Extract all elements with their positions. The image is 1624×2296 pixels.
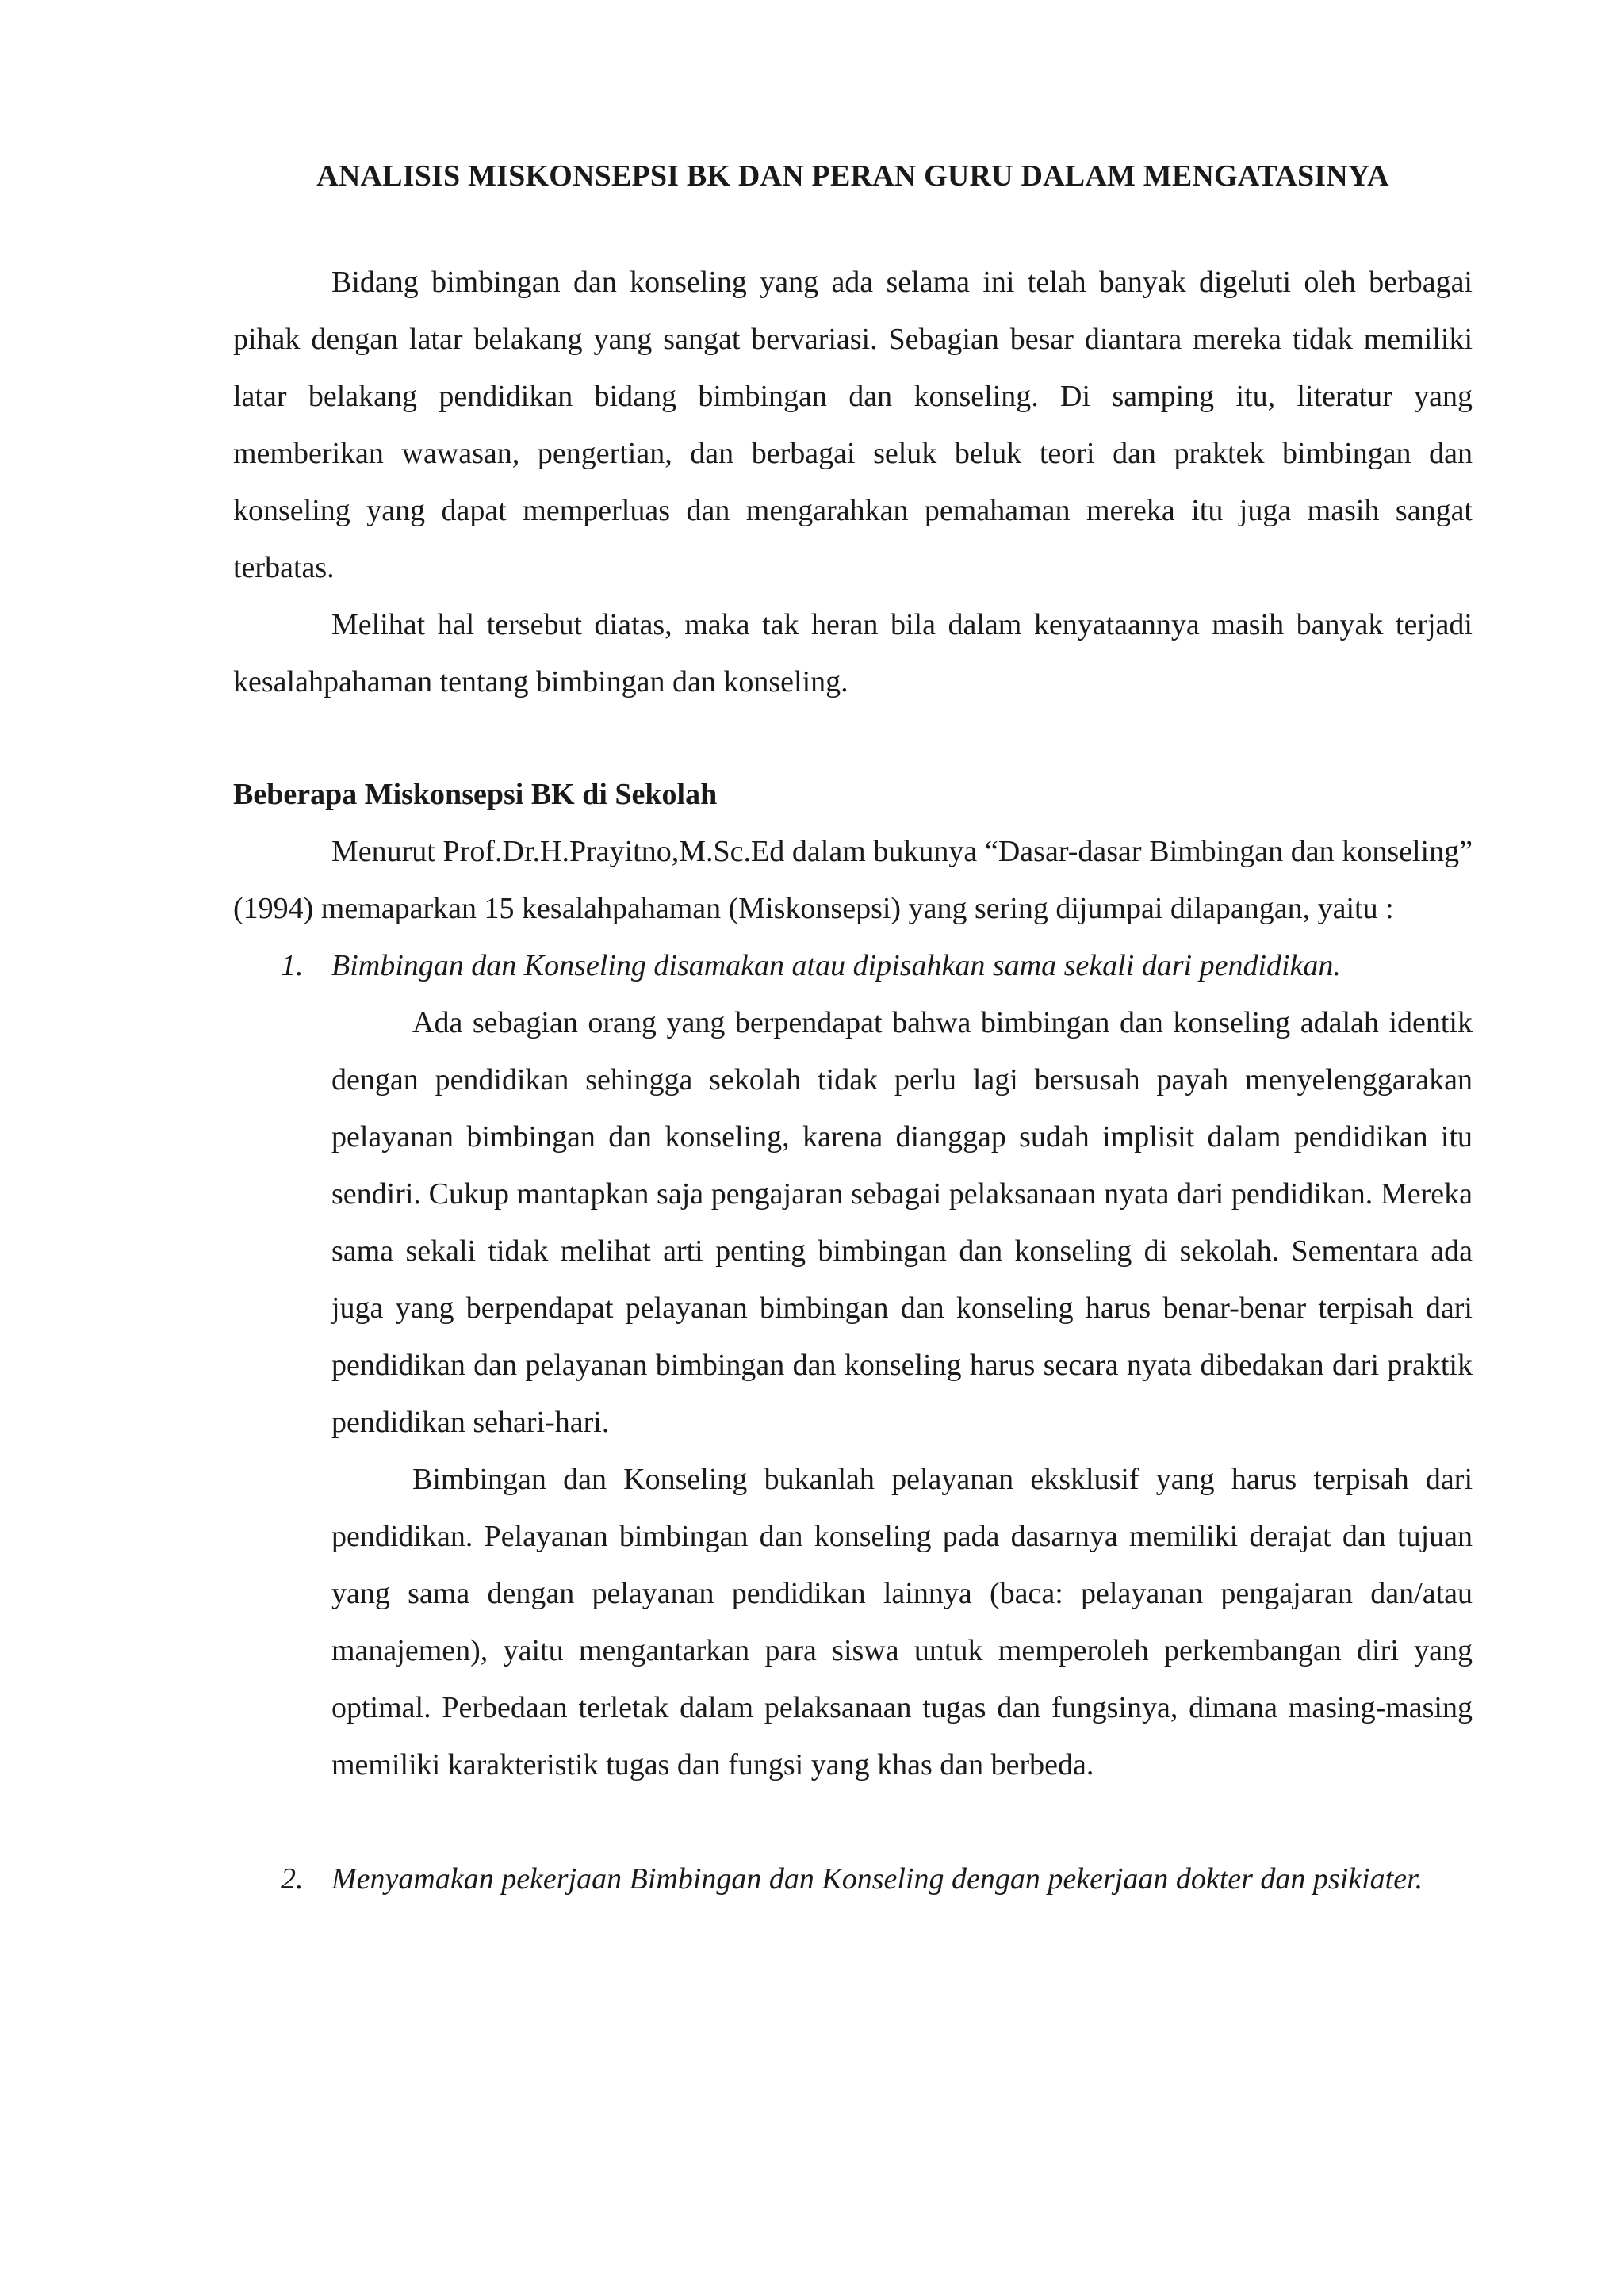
document-content bbox=[233, 155, 1473, 1908]
document-title: ANALISIS MISKONSEPSI BK DAN PERAN GURU DALAM MENGATASINYA bbox=[316, 159, 1389, 193]
section-heading: Beberapa Miskonsepsi BK di Sekolah bbox=[233, 778, 718, 811]
misconception-list bbox=[233, 937, 1473, 1908]
list-item-paragraph: Ada sebagian orang yang berpendapat bahwa bimbingan dan konseling adalah identik dengan pendidikan sehingga sekolah tidak perlu lagi bersusah payah menyelenggarakan pelayanan bimbingan dan konseling, karena dianggap sudah implisit dalam pendidikan itu sendiri. Cukup mantapkan saja pengajaran sebagai pelaksanaan nyata dari pendidikan. Mereka sama sekali tidak melihat arti penting bimbingan dan konseling di sekolah. Sementara ada juga yang berpendapat pelayanan bimbingan dan konseling harus benar-benar terpisah dari pendidikan dan pelayanan bimbingan dan konseling harus secara nyata dibedakan dari praktik pendidikan sehari-hari. bbox=[331, 1006, 1473, 1439]
list-item-number: 2. bbox=[281, 1862, 304, 1896]
list-item-title: Bimbingan dan Konseling disamakan atau dipisahkan sama sekali dari pendidikan. bbox=[331, 949, 1341, 982]
list-item-paragraph: Bimbingan dan Konseling bukanlah pelayanan eksklusif yang harus terpisah dari pendidikan. Pelayanan bimbingan dan konseling pada dasarnya memiliki derajat dan tujuan yang sama dengan pelayanan pendidikan lainnya (baca: pelayanan pengajaran dan/atau manajemen), yaitu mengantarkan para siswa untuk memperoleh perkembangan diri yang optimal. Perbedaan terletak dalam pelaksanaan tugas dan fungsinya, dimana masing-masing memiliki karakteristik tugas dan fungsi yang khas dan berbeda. bbox=[331, 1463, 1473, 1781]
list-item bbox=[233, 1850, 1473, 1908]
list-item-title: Menyamakan pekerjaan Bimbingan dan Konseling dengan pekerjaan dokter dan psikiater. bbox=[331, 1862, 1423, 1896]
list-item-number: 1. bbox=[281, 949, 304, 982]
section-intro-paragraph: Menurut Prof.Dr.H.Prayitno,M.Sc.Ed dalam bukunya “Dasar-dasar Bimbingan dan konseling” (1994) memaparkan 15 kesalahpahaman (Miskonsepsi) yang sering dijumpai dilapangan, yaitu : bbox=[233, 835, 1473, 925]
list-item bbox=[233, 937, 1473, 1793]
intro-paragraph-2: Melihat hal tersebut diatas, maka tak heran bila dalam kenyataannya masih banyak terjadi kesalahpahaman tentang bimbingan dan konseling. bbox=[233, 608, 1473, 698]
intro-paragraph-1: Bidang bimbingan dan konseling yang ada selama ini telah banyak digeluti oleh berbagai pihak dengan latar belakang yang sangat bervariasi. Sebagian besar diantara mereka tidak memiliki latar belakang pendidikan bidang bimbingan dan konseling. Di samping itu, literatur yang memberikan wawasan, pengertian, dan berbagai seluk beluk teori dan praktek bimbingan dan konseling yang dapat memperluas dan mengarahkan pemahaman mereka itu juga masih sangat terbatas. bbox=[233, 266, 1473, 584]
